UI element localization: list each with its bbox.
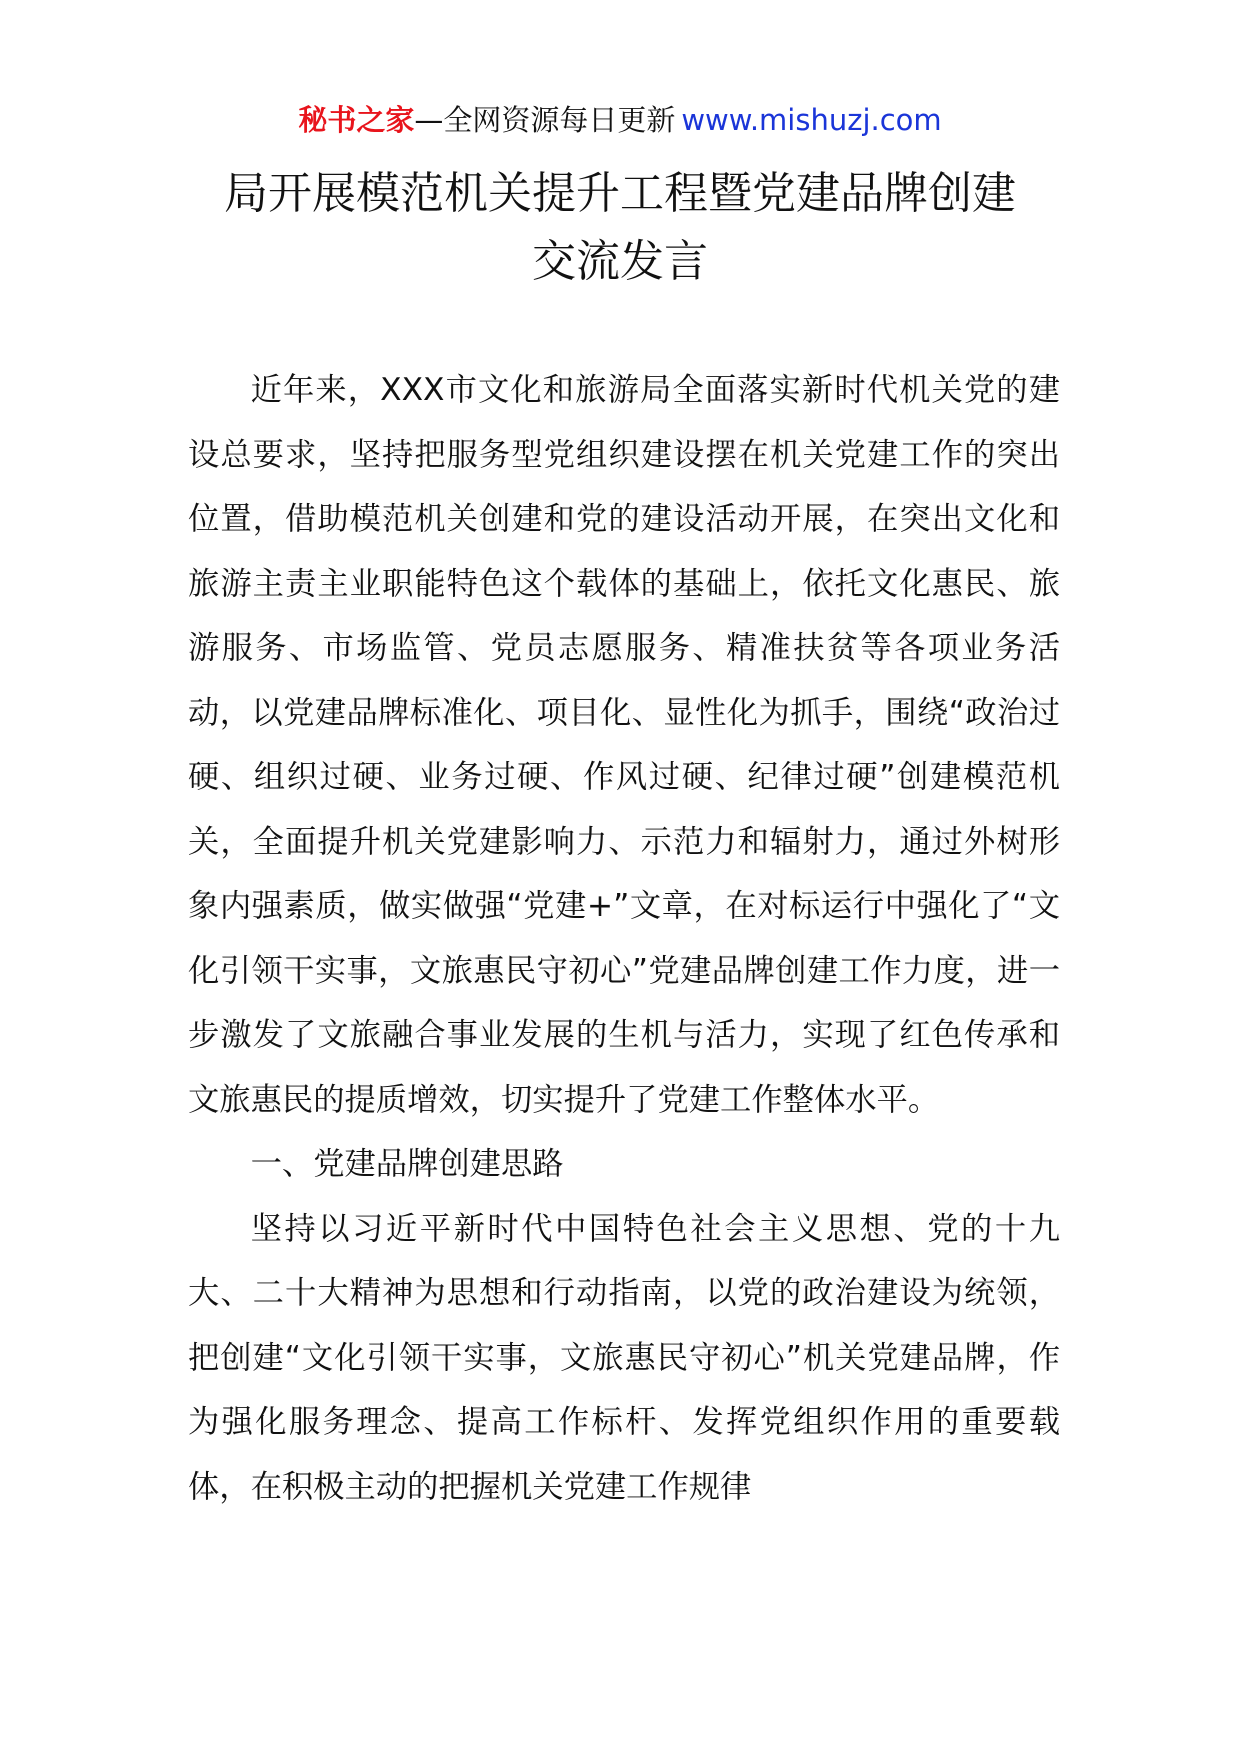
site-url-link[interactable]: www.mishuzj.com	[681, 103, 942, 137]
brand-name: 秘书之家	[298, 103, 415, 137]
section-1-heading: 一、党建品牌创建思路	[250, 1146, 564, 1182]
site-banner	[0, 100, 1240, 140]
banner-tagline: —全网资源每日更新	[414, 103, 676, 137]
document-body	[188, 358, 1060, 1519]
document-title-line-2: 交流发言	[532, 236, 708, 287]
document-title	[80, 160, 1160, 296]
document-title-line-1: 局开展模范机关提升工程暨党建品牌创建	[224, 168, 1016, 219]
intro-paragraph: 近年来，XXX市文化和旅游局全面落实新时代机关党的建设总要求，坚持把服务型党组织建设摆在机关党建工作的突出位置，借助模范机关创建和党的建设活动开展，在突出文化和旅游主责主业职能特色这个载体的基础上，依托文化惠民、旅游服务、市场监管、党员志愿服务、精准扶贫等各项业务活动，以党建品牌标准化、项目化、显性化为抓手，围绕“政治过硬、组织过硬、业务过硬、作风过硬、纪律过硬”创建模范机关，全面提升机关党建影响力、示范力和辐射力，通过外树形象内强素质，做实做强“党建+”文章，在对标运行中强化了“文化引领干实事，文旅惠民守初心”党建品牌创建工作力度，进一步激发了文旅融合事业发展的生机与活力，实现了红色传承和文旅惠民的提质增效，切实提升了党建工作整体水平。	[188, 372, 1060, 1118]
section-1-paragraph: 坚持以习近平新时代中国特色社会主义思想、党的十九大、二十大精神为思想和行动指南，以党的政治建设为统领，把创建“文化引领干实事，文旅惠民守初心”机关党建品牌，作为强化服务理念、提高工作标杆、发挥党组织作用的重要载体，在积极主动的把握机关党建工作规律	[188, 1210, 1060, 1505]
